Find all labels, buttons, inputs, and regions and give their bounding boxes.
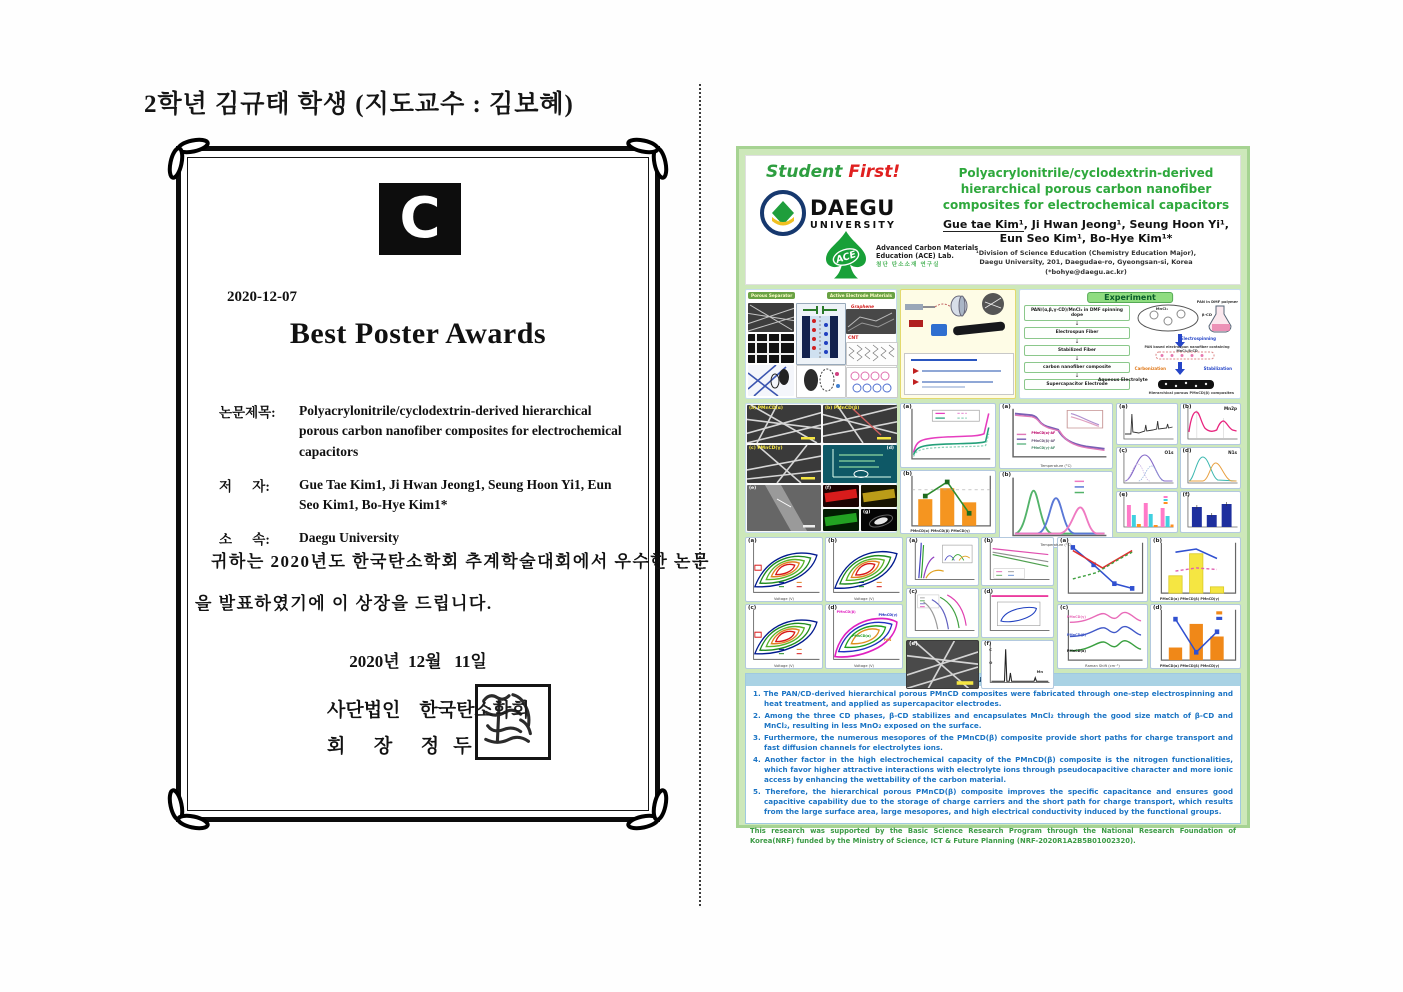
chart-surface-vs-capacitance: [1057, 537, 1148, 602]
x-axis-label: Voltage (V): [774, 664, 794, 668]
composite-caption: Hierarchical porous PMnCD(β) composites: [1148, 391, 1234, 395]
daegu-name: DAEGU: [810, 196, 895, 220]
panel-label: (b): [1002, 472, 1011, 478]
chart-nyquist: [906, 537, 979, 586]
panel-label: (f): [984, 640, 992, 647]
experiment-flow-panel: [1019, 289, 1241, 399]
flow-step-2: Electrospun Fiber: [1024, 327, 1130, 338]
sem-label-alpha: (a) PMnCD(α): [749, 406, 783, 411]
aqueous-electrolyte-label: Aqueous Electrolyte: [1098, 378, 1148, 383]
panel-label: (c): [748, 605, 757, 611]
bet-column: [900, 403, 996, 533]
panel-label: (a): [748, 538, 757, 544]
panel-label: (a): [1002, 404, 1011, 410]
panel-label: (e): [909, 640, 918, 647]
panel-label: (b): [903, 470, 912, 477]
panel-label: (b): [1153, 538, 1162, 544]
panel-label: (d): [886, 446, 894, 451]
panel-label: (a): [903, 404, 912, 410]
sem-collage-panel: [745, 403, 897, 533]
materials-panel: [745, 289, 897, 399]
cv-label-alpha: PMnCD(α): [851, 633, 871, 638]
field-paper-title: [219, 401, 633, 462]
raman-label-beta: PMnCD(β): [1066, 632, 1086, 637]
sem-image-gamma: [747, 445, 821, 483]
electrospinning-scheme-panel: [900, 289, 1016, 399]
daegu-university: UNIVERSITY: [810, 220, 897, 231]
supercapacitor-diagram: [796, 303, 846, 365]
stabilization-label: Stabilization: [1203, 366, 1232, 371]
summary-item-5: 5. Therefore, the hierarchical porous PMnCD(β) composite improves the specific capacitance and ensures good capacitive capability due to the storage of charge carriers and the short path for charge transport, which results from the large surface area, large mesopores, and high electrical conductivity induced by the functional groups.: [753, 787, 1233, 816]
eds-table-tile: [823, 445, 897, 483]
results-top-section: [745, 403, 1241, 547]
pan-dmf-label: PAN in DMF polymer: [1196, 300, 1238, 304]
flow-arrow: ↓: [1074, 355, 1080, 362]
poster-title: [934, 165, 1238, 214]
panel-label: (c): [909, 589, 918, 596]
panel-label: (d): [1153, 605, 1162, 611]
sem-image-alpha: [747, 405, 821, 443]
chart-cycling-stability: [981, 588, 1054, 637]
chart-xps-o1s: [1116, 447, 1178, 489]
cv-label-gamma: PMnCD(γ): [878, 612, 898, 617]
n1s-label: N1s: [1228, 450, 1237, 455]
cv-grid: [745, 537, 903, 669]
issuer-organization: 사단법인 한국탄소학회: [327, 700, 530, 721]
electrochem-grid: [906, 537, 1054, 675]
authors-rest: , Ji Hwan Jeong¹, Seung Hoon Yi¹,: [1023, 218, 1229, 231]
sem-label-beta: (b) PMnCD(β): [825, 406, 860, 411]
slogan-student: Student: [766, 162, 849, 182]
summary-item-2: 2. Among the three CD phases, β-CD stabilizes and encapsulates MnCl₂ through the good size match of β-CD and MnCl₂, resulting in less MnO₂ exposed on the surface.: [753, 711, 1233, 730]
eds-c-label: C: [989, 647, 992, 653]
bcd-label: β-CD: [1201, 312, 1212, 317]
chart-cv-comparison: [825, 604, 903, 669]
flow-step-1: PAN/(α,β,γ-CD)/MnCl₂ in DMF spinning dope: [1024, 305, 1130, 321]
panel-label: (c): [1060, 605, 1069, 611]
graphene-image: [846, 309, 896, 334]
tga-legend-1: PMnCD(α)-AF: [1031, 430, 1056, 435]
chart-specific-capacitance-bars: [1150, 537, 1241, 602]
affil-line2: Daegu University, 201, Daegudae-ro, Gyeongsan-si, Korea: [979, 258, 1193, 267]
xps-grid: [1116, 403, 1241, 533]
chart-xps-n1s: [1180, 447, 1242, 489]
poster-header: [745, 155, 1241, 285]
raman-label-gamma: PMnCD(γ): [1066, 615, 1086, 620]
eds-mn-label: Mn: [1036, 669, 1044, 675]
field-affiliation: [219, 528, 633, 548]
graphene-label: Graphene: [851, 304, 874, 309]
panel-label: (b): [984, 538, 993, 544]
funding-acknowledgment: This research was supported by the Basic Science Research Program through the National Research Foundation of Korea(NRF) funded by the Ministry of Science, ICT & Future Planning (NRF-2020R1A2B5B01002320).: [750, 827, 1236, 845]
field-label: 저 자:: [219, 478, 270, 494]
carbonization-label: Carbonization: [1134, 366, 1166, 371]
chart-tga: [999, 403, 1113, 469]
ace-line2: Education (ACE) Lab.: [876, 252, 954, 260]
panel-label: (e): [749, 486, 757, 491]
panel-label: (c): [1119, 448, 1128, 454]
flow-step-3: Stabilized Fiber: [1024, 345, 1130, 356]
tga-legend-2: PMnCD(β)-AF: [1031, 438, 1056, 443]
panel-label: (d): [828, 605, 837, 611]
cv-label-pan: PAN: [883, 637, 892, 642]
sem-fiber-image: [906, 640, 979, 689]
field-authors: [219, 475, 633, 516]
panel-label: (a): [1119, 404, 1128, 410]
authors-line2: Eun Seo Kim¹, Bo-Hye Kim¹*: [999, 232, 1173, 246]
panel-label: (d): [1182, 448, 1192, 454]
summary-section: [745, 673, 1241, 824]
title-line1: Polyacrylonitrile/cyclodextrin-derived: [958, 166, 1214, 180]
affil-line3: (*bohye@daegu.ac.kr): [1045, 267, 1127, 276]
comparison-grid: [1057, 537, 1241, 669]
experiment-header: Experiment: [1087, 292, 1173, 303]
sem-label-gamma: (c) PMnCD(γ): [749, 446, 783, 451]
panel-label: (e): [1119, 492, 1128, 498]
panel-label: (f): [825, 486, 832, 491]
panel-label: (b): [1182, 404, 1192, 410]
mncl2-label: MnCl₂: [1155, 306, 1168, 311]
panel-label: (d): [984, 589, 993, 596]
bar-categories: PMnCD(α) PMnCD(β) PMnCD(γ): [1159, 597, 1220, 601]
chart-eds-spectrum: [981, 640, 1054, 689]
chip-porous-separator: Porous Separator: [748, 292, 795, 299]
ace-line1: Advanced Carbon Materials: [876, 244, 979, 252]
x-axis-label: Raman Shift (cm⁻¹): [1085, 664, 1120, 668]
affil-line1: ¹Division of Science Education (Chemistry Education Major),: [975, 249, 1197, 257]
panel-label: (g): [863, 510, 871, 515]
o1s-label: O1s: [1164, 450, 1174, 455]
mn2p-label: Mn2p: [1223, 406, 1237, 411]
certificate-issue-date: 2020-12-07: [227, 289, 297, 305]
cnt-label: CNT: [848, 336, 859, 341]
chart-idig-bars: [1150, 604, 1241, 669]
separator-mesh-image: [748, 334, 794, 363]
cv-label-beta: PMnCD(β): [836, 610, 856, 615]
chart-isotherm: [900, 403, 996, 468]
chart-cv-alpha: [745, 537, 823, 602]
tem-image: [747, 485, 821, 531]
electrolyte-ions-image: [796, 365, 846, 398]
eds-o-label: O: [989, 659, 993, 665]
daegu-university-seal: [760, 190, 806, 236]
carbon-society-logo: [379, 183, 461, 255]
panel-label: (f): [1182, 492, 1190, 498]
chart-composition-bars: [1116, 491, 1178, 533]
issuer-president: 회 장 정 두: [327, 736, 472, 757]
field-label: 논문제목:: [219, 405, 276, 420]
x-axis-label: Voltage (V): [774, 597, 794, 601]
certificate-title: Best Poster Awards: [289, 317, 547, 350]
flow-arrow: ↓: [1074, 372, 1080, 379]
flow-step-5: Supercapacitor Electrode: [1024, 379, 1130, 390]
x-axis-label: Temperature (°C): [1040, 464, 1072, 468]
sem-image-beta: [823, 405, 897, 443]
summary-body: [746, 686, 1240, 823]
separator-sem-image: [748, 303, 794, 332]
flow-arrow: ↓: [1074, 338, 1080, 345]
eds-map-red: [823, 485, 859, 507]
logo-letter: C: [399, 186, 441, 251]
field-value: Gue Tae Kim1, Ji Hwan Jeong1, Seung Hoon Yi1, Eun Seo Kim1, Bo-Hye Kim1*: [299, 476, 612, 512]
panel-label: (a): [909, 538, 918, 544]
bar-categories: PMnCD(α) PMnCD(β) PMnCD(γ): [910, 529, 970, 534]
chart-raman: [1057, 604, 1148, 669]
chart-conductivity-bars: [1180, 491, 1242, 533]
certificate-fields: [219, 401, 633, 562]
flow-arrow: ↓: [1074, 321, 1080, 328]
nanofiber-caption: PAN based electrospun nanofiber containing MnCl₂/β-CD: [1144, 345, 1230, 353]
x-axis-label: Voltage (V): [854, 597, 874, 601]
certificate-body-line2: 을 발표하였기에 이 상장을 드립니다.: [195, 594, 493, 613]
certificate-award-date: 2020년 12월 11일: [349, 652, 487, 671]
tga-legend-3: PMnCD(γ)-AF: [1031, 446, 1056, 451]
raman-label-alpha: PMnCD(α): [1066, 649, 1086, 654]
bar-categories: PMnCD(α) PMnCD(β) PMnCD(γ): [1159, 664, 1220, 668]
first-author: Gue tae Kim¹: [943, 218, 1024, 231]
separator-weave-image: [748, 365, 794, 396]
official-seal-stamp: [475, 684, 551, 760]
corner-ornament: [626, 788, 670, 832]
x-axis-label: Voltage (V): [854, 664, 874, 668]
page-divider: [699, 84, 701, 906]
page-title: 2학년 김규태 학생 (지도교수 : 김보혜): [144, 91, 574, 118]
slogan: [766, 162, 900, 182]
corner-ornament: [626, 136, 670, 180]
results-bottom-section: [745, 537, 1241, 675]
field-value: Polyacrylonitrile/cyclodextrin-derived hierarchical porous carbon nanofiber composites for electrochemical capacitors: [299, 403, 622, 459]
certificate-body-line1: 귀하는 2020년도 한국탄소학회 추계학술대회에서 우수한 논문: [211, 552, 710, 571]
experiment-section: [745, 289, 1241, 399]
ace-korean: 첨단 탄소소재 연구실: [876, 262, 940, 268]
field-value: Daegu University: [299, 530, 400, 546]
panel-label: (b): [828, 538, 837, 544]
summary-item-3: 3. Furthermore, the numerous mesopores of the PMnCD(β) composite provide short paths for charge transport and fast diffusion channels for electrolytes ions.: [753, 733, 1233, 753]
corner-ornament: [166, 136, 210, 180]
field-label: 소 속:: [219, 532, 270, 548]
chart-xps-mn2p: [1180, 403, 1242, 445]
cnt-image: [846, 342, 898, 366]
daegu-wordmark: [810, 196, 896, 231]
scheme-annotation-box: [904, 353, 1014, 395]
summary-item-4: 4. Another factor in the high electrochemical capacity of the PMnCD(β) composite is the nitrogen functionalities, which favor higher attractive interactions with electrolyte ions through pseudocapacitive character and more ionic access by enhancing the wettability of the carbon material.: [753, 755, 1233, 785]
eds-map-green: [823, 509, 859, 531]
tga-column: [999, 403, 1113, 547]
corner-ornament: [166, 788, 210, 832]
eds-map-yellow: [861, 485, 897, 507]
award-certificate: [176, 146, 710, 822]
chip-active-electrode: Active Electrode Materials: [827, 292, 895, 299]
panel-label: (a): [1060, 538, 1069, 544]
conference-poster: [736, 146, 1250, 845]
flow-step-4: carbon nanofiber composite: [1024, 362, 1130, 373]
poster-authors: [934, 218, 1238, 247]
slogan-first: First!: [848, 162, 901, 182]
chart-cv-beta: [825, 537, 903, 602]
ace-lab-logo: [818, 230, 874, 282]
molecule-structures-image: [846, 367, 898, 398]
title-line2: hierarchical porous carbon nanofiber: [960, 182, 1212, 197]
x-axis-label: Temperature (°C): [1040, 542, 1072, 547]
chart-cv-gamma: [745, 604, 823, 669]
diffraction-image: [861, 509, 897, 531]
electrospinning-label: Electrospinning: [1180, 336, 1216, 341]
poster-affiliation: [934, 249, 1238, 277]
svg-text:ACE: ACE: [834, 249, 858, 266]
chart-surface-area-bars: [900, 470, 996, 535]
summary-item-1: 1. The PAN/CD-derived hierarchical porous PMnCD composites were fabricated through one-step electrospinning and heat treatment, and applied as supercapacitor electrodes.: [753, 689, 1233, 708]
chart-xps-survey: [1116, 403, 1178, 445]
title-line3: composites for electrochemical capacitors: [942, 198, 1230, 213]
chart-ragone: [906, 588, 979, 637]
